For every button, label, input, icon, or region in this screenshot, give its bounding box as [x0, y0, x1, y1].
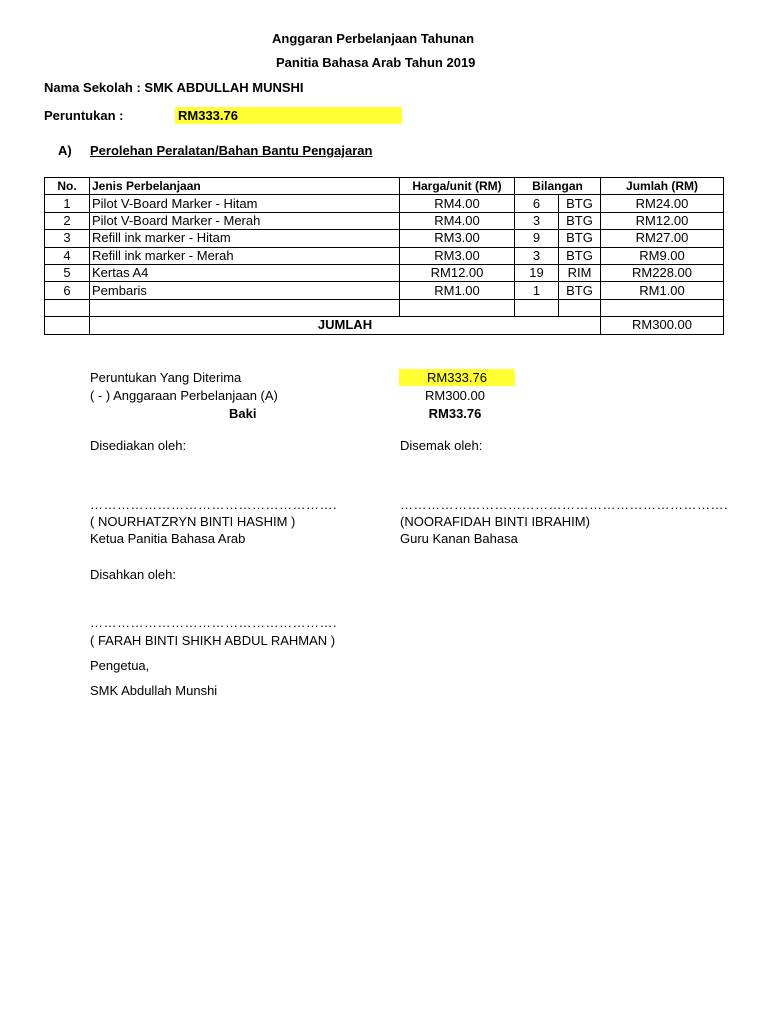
row-item: Pilot V-Board Marker - Merah [90, 212, 400, 229]
table-total-row [45, 317, 724, 334]
title-line-1: Anggaran Perbelanjaan Tahunan [272, 31, 475, 46]
table-header-row [45, 178, 724, 195]
checked-by-label: Disemak oleh: [400, 438, 483, 453]
row-no: 5 [45, 264, 90, 281]
row-item: Kertas A4 [90, 264, 400, 281]
section-letter: A) [58, 143, 72, 158]
row-total: RM24.00 [601, 195, 724, 212]
title-line-2: Panitia Bahasa Arab Tahun 2019 [276, 55, 476, 70]
budget-table [44, 177, 724, 335]
balance-label: Baki [229, 406, 257, 421]
table-row [45, 282, 724, 299]
row-item: Pembaris [90, 282, 400, 299]
row-unit: BTG [559, 230, 601, 247]
budget-value: RM300.00 [425, 388, 485, 403]
row-unit: RIM [559, 264, 601, 281]
table-row [45, 264, 724, 281]
empty-cell [45, 299, 90, 316]
table-row [45, 195, 724, 212]
empty-cell [515, 299, 559, 316]
received-value: RM333.76 [399, 369, 515, 386]
row-unit-price: RM12.00 [400, 264, 515, 281]
signature-line-right: ………………………………………………………………. [400, 497, 729, 512]
header-item: Jenis Perbelanjaan [90, 178, 400, 195]
row-total: RM228.00 [601, 264, 724, 281]
empty-cell [45, 317, 90, 334]
row-total: RM12.00 [601, 212, 724, 229]
empty-cell [601, 299, 724, 316]
row-unit-price: RM4.00 [400, 195, 515, 212]
approver-role: Pengetua, [90, 658, 150, 673]
row-qty: 19 [515, 264, 559, 281]
budget-label: ( - ) Anggaraan Perbelanjaan (A) [90, 388, 278, 403]
row-qty: 6 [515, 195, 559, 212]
header-unit-price: Harga/unit (RM) [400, 178, 515, 195]
row-unit-price: RM1.00 [400, 282, 515, 299]
row-total: RM1.00 [601, 282, 724, 299]
table-row [45, 230, 724, 247]
row-no: 1 [45, 195, 90, 212]
checker-role: Guru Kanan Bahasa [400, 531, 518, 546]
received-label: Peruntukan Yang Diterima [90, 370, 242, 385]
header-quantity: Bilangan [515, 178, 601, 195]
empty-cell [90, 299, 400, 316]
header-no: No. [45, 178, 90, 195]
row-no: 2 [45, 212, 90, 229]
approver-org: SMK Abdullah Munshi [90, 683, 218, 698]
row-no: 6 [45, 282, 90, 299]
allocation-label: Peruntukan : [44, 108, 124, 123]
approver-name: ( FARAH BINTI SHIKH ABDUL RAHMAN ) [90, 633, 336, 648]
school-name: Nama Sekolah : SMK ABDULLAH MUNSHI [44, 80, 304, 95]
row-qty: 3 [515, 212, 559, 229]
row-unit: BTG [559, 247, 601, 264]
empty-cell [400, 299, 515, 316]
row-total: RM27.00 [601, 230, 724, 247]
header-total: Jumlah (RM) [601, 178, 724, 195]
prepared-by-label: Disediakan oleh: [90, 438, 187, 453]
balance-value: RM33.76 [428, 406, 482, 421]
preparer-role: Ketua Panitia Bahasa Arab [90, 531, 246, 546]
row-qty: 1 [515, 282, 559, 299]
approved-by-label: Disahkan oleh: [90, 567, 176, 582]
empty-cell [559, 299, 601, 316]
row-unit-price: RM3.00 [400, 230, 515, 247]
row-no: 4 [45, 247, 90, 264]
row-unit-price: RM3.00 [400, 247, 515, 264]
signature-line-approver: ………………………………………………. [90, 615, 338, 630]
signature-line-left: ………………………………………………. [90, 497, 338, 512]
allocation-value: RM333.76 [175, 107, 402, 124]
row-qty: 3 [515, 247, 559, 264]
row-unit-price: RM4.00 [400, 212, 515, 229]
row-unit: BTG [559, 212, 601, 229]
table-row [45, 247, 724, 264]
table-row-empty [45, 299, 724, 316]
total-value: RM300.00 [601, 317, 724, 334]
table-row [45, 212, 724, 229]
section-title: Perolehan Peralatan/Bahan Bantu Pengajaran [90, 143, 373, 158]
total-label: JUMLAH [90, 317, 601, 334]
row-unit: BTG [559, 195, 601, 212]
row-item: Pilot V-Board Marker - Hitam [90, 195, 400, 212]
row-total: RM9.00 [601, 247, 724, 264]
row-item: Refill ink marker - Merah [90, 247, 400, 264]
row-item: Refill ink marker - Hitam [90, 230, 400, 247]
row-unit: BTG [559, 282, 601, 299]
checker-name: (NOORAFIDAH BINTI IBRAHIM) [400, 514, 590, 529]
row-no: 3 [45, 230, 90, 247]
row-qty: 9 [515, 230, 559, 247]
preparer-name: ( NOURHATZRYN BINTI HASHIM ) [90, 514, 296, 529]
